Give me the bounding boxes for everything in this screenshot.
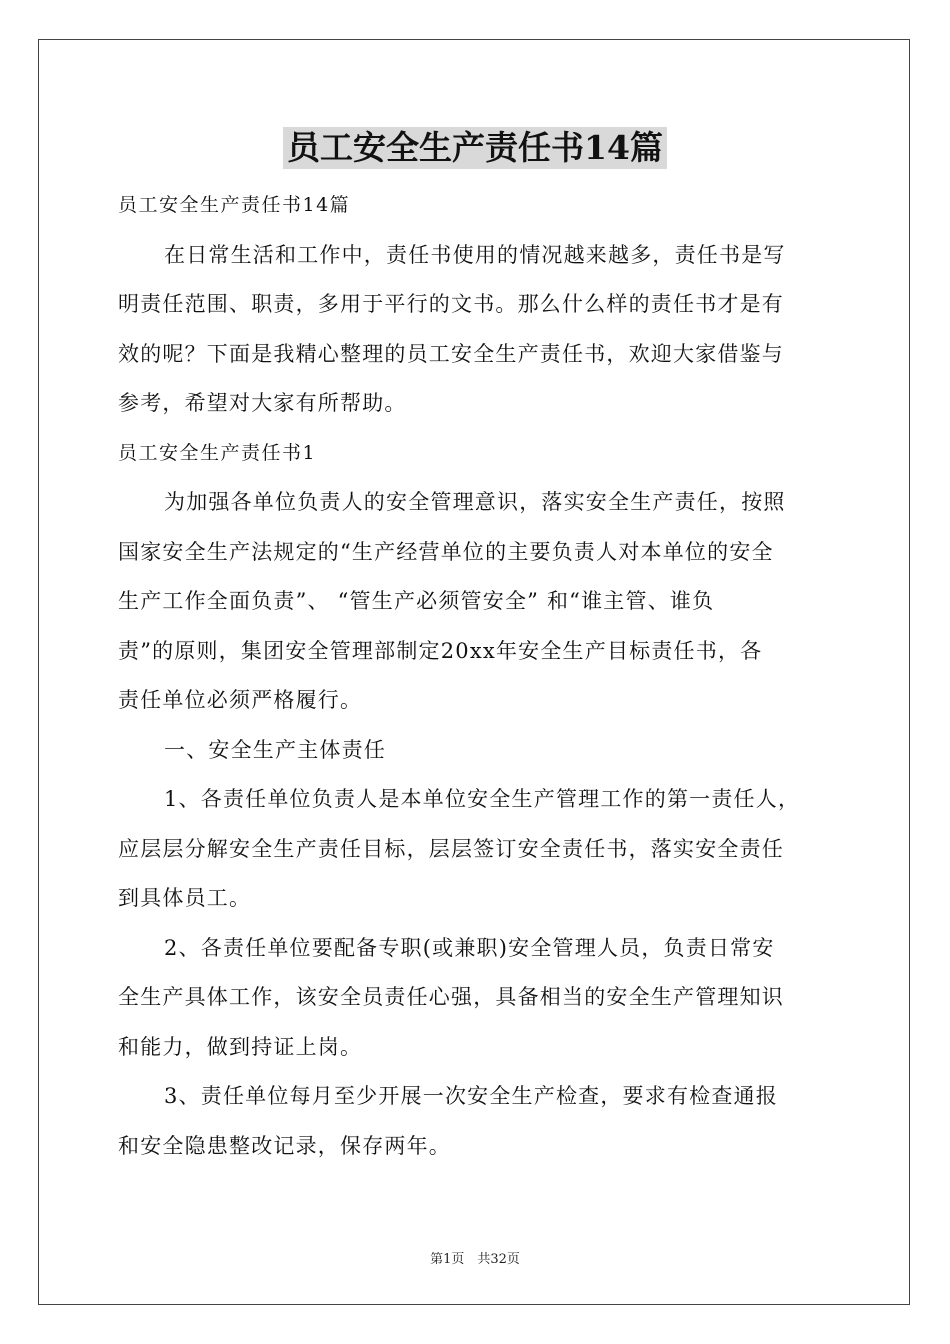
text-line: 应层层分解安全生产责任目标，层层签订安全责任书，落实安全责任 [118, 836, 784, 861]
text-line: 生产工作全面负责”、 “管生产必须管安全” 和“谁主管、谁负 [118, 589, 715, 613]
document-body [118, 181, 834, 1171]
text-line: 明责任范围、职责，多用于平行的文书。那么什么样的责任书才是有 [118, 292, 784, 316]
text-line: 和能力，做到持证上岗。 [118, 1034, 363, 1059]
text-line: 责任单位必须严格履行。 [118, 688, 363, 712]
text-line: 一、安全生产主体责任 [164, 737, 386, 762]
text-line: 和安全隐患整改记录，保存两年。 [118, 1133, 451, 1158]
text-line: 2、各责任单位要配备专职(或兼职)安全管理人员，负责日常安 [164, 935, 775, 960]
text-line: 全生产具体工作，该安全员责任心强，具备相当的安全生产管理知识 [118, 985, 784, 1009]
text-line: 到具体员工。 [118, 886, 252, 910]
text-line: 1、各责任单位负责人是本单位安全生产管理工作的第一责任人， [164, 787, 801, 811]
text-line: 效的呢？下面是我精心整理的员工安全生产责任书，欢迎大家借鉴与 [118, 341, 784, 366]
text-line: 国家安全生产法规定的“生产经营单位的主要负责人对本单位的安全 [118, 539, 774, 564]
text-line: 3、责任单位每月至少开展一次安全生产检查，要求有检查通报 [164, 1084, 778, 1108]
page-footer: 第1页 共32页 [430, 1252, 520, 1267]
text-line: 责”的原则，集团安全管理部制定20xx年安全生产目标责任书，各 [118, 638, 763, 663]
text-line: 参考，希望对大家有所帮助。 [118, 391, 407, 415]
section-heading: 员工安全生产责任书14篇 [118, 194, 351, 216]
text-line: 为加强各单位负责人的安全管理意识，落实安全生产责任，按照 [164, 490, 786, 514]
document-title: 员工安全生产责任书14篇 [283, 127, 667, 169]
text-line: 在日常生活和工作中，责任书使用的情况越来越多，责任书是写 [164, 242, 786, 267]
title-container [0, 127, 950, 169]
section-heading: 员工安全生产责任书1 [118, 441, 317, 464]
